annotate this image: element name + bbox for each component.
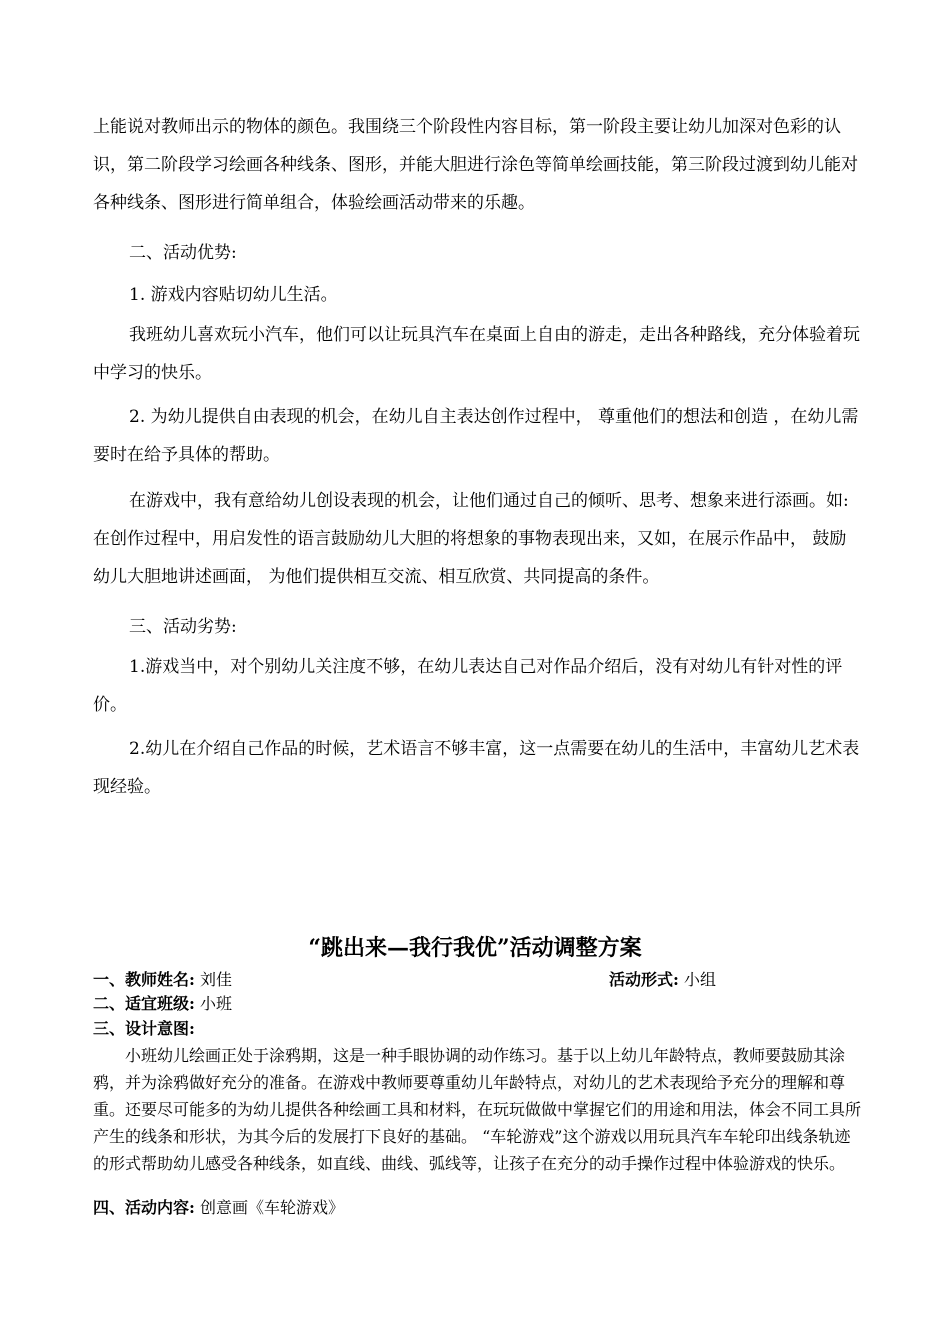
design-intent-line [93, 1015, 863, 1042]
advantage-2-body: 在游戏中，我有意给幼儿创设表现的机会，让他们通过自己的倾听、思考、想象来进行添画。如: 在创作过程中，用启发性的语言鼓励幼儿大胆的将想象的事物表现出来，又如，在展示作品中， 鼓励幼儿大胆地讲述画面， 为他们提供相互交流、相互欣赏、共同提高的条件。 [93, 491, 849, 587]
class-value: 小班 [194, 994, 233, 1013]
design-intent-body: 小班幼儿绘画正处于涂鸦期，这是一种手眼协调的动作练习。基于以上幼儿年龄特点，教师要鼓励其涂鸦，并为涂鸦做好充分的准备。在游戏中教师要尊重幼儿年龄特点，对幼儿的艺术表现给予充分的理解和尊重。还要尽可能多的为幼儿提供各种绘画工具和材料，在玩玩做做中掌握它们的用途和用法，体会不同工具所产生的线条和形状，为其今后的发展打下良好的基础。 “车轮游戏”这个游戏以用玩具汽车车轮印出线条轨迹的形式帮助幼儿感受各种线条，如直线、曲线、弧线等，让孩子在充分的动手操作过程中体验游戏的快乐。 [93, 1046, 862, 1173]
class-line [93, 990, 863, 1017]
heading-advantage: 二、活动优势: [129, 243, 237, 263]
activity-form-value: 小组 [678, 970, 717, 989]
class-label: 二、适宜班级: [93, 994, 195, 1013]
teacher-name-value: 刘佳 [194, 970, 233, 989]
teacher-name-label: 一、教师姓名: [93, 970, 195, 989]
activity-form-label: 活动形式: [609, 970, 679, 989]
disadvantage-2: 2.幼儿在介绍自己作品的时候，艺术语言不够丰富，这一点需要在幼儿的生活中，丰富幼儿艺术表现经验。 [93, 739, 860, 797]
design-intent-label: 三、设计意图: [93, 1019, 195, 1038]
teacher-name-line [93, 966, 863, 993]
advantage-1-body: 我班幼儿喜欢玩小汽车，他们可以让玩具汽车在桌面上自由的游走，走出各种路线，充分体验着玩中学习的快乐。 [93, 325, 860, 383]
intro-paragraph: 上能说对教师出示的物体的颜色。我围绕三个阶段性内容目标，第一阶段主要让幼儿加深对色彩的认识，第二阶段学习绘画各种线条、图形，并能大胆进行涂色等简单绘画技能，第三阶段过渡到幼儿能对各种线条、图形进行简单组合，体验绘画活动带来的乐趣。 [93, 117, 858, 213]
activity-content-value: 创意画《车轮游戏》 [194, 1198, 345, 1217]
advantage-1-title: 1. 游戏内容贴切幼儿生活。 [129, 285, 338, 305]
activity-content-line [93, 1194, 863, 1221]
page-title: “跳出来—我行我优”活动调整方案 [308, 935, 642, 961]
advantage-2-title: 2. 为幼儿提供自由表现的机会，在幼儿自主表达创作过程中， 尊重他们的想法和创造 ，在幼儿需要时在给予具体的帮助。 [93, 407, 859, 465]
disadvantage-1: 1.游戏当中，对个别幼儿关注度不够，在幼儿表达自己对作品介绍后，没有对幼儿有针对性的评价。 [93, 657, 843, 715]
heading-disadvantage: 三、活动劣势: [129, 617, 237, 637]
activity-form-line [609, 966, 716, 993]
activity-content-label: 四、活动内容: [93, 1198, 195, 1217]
